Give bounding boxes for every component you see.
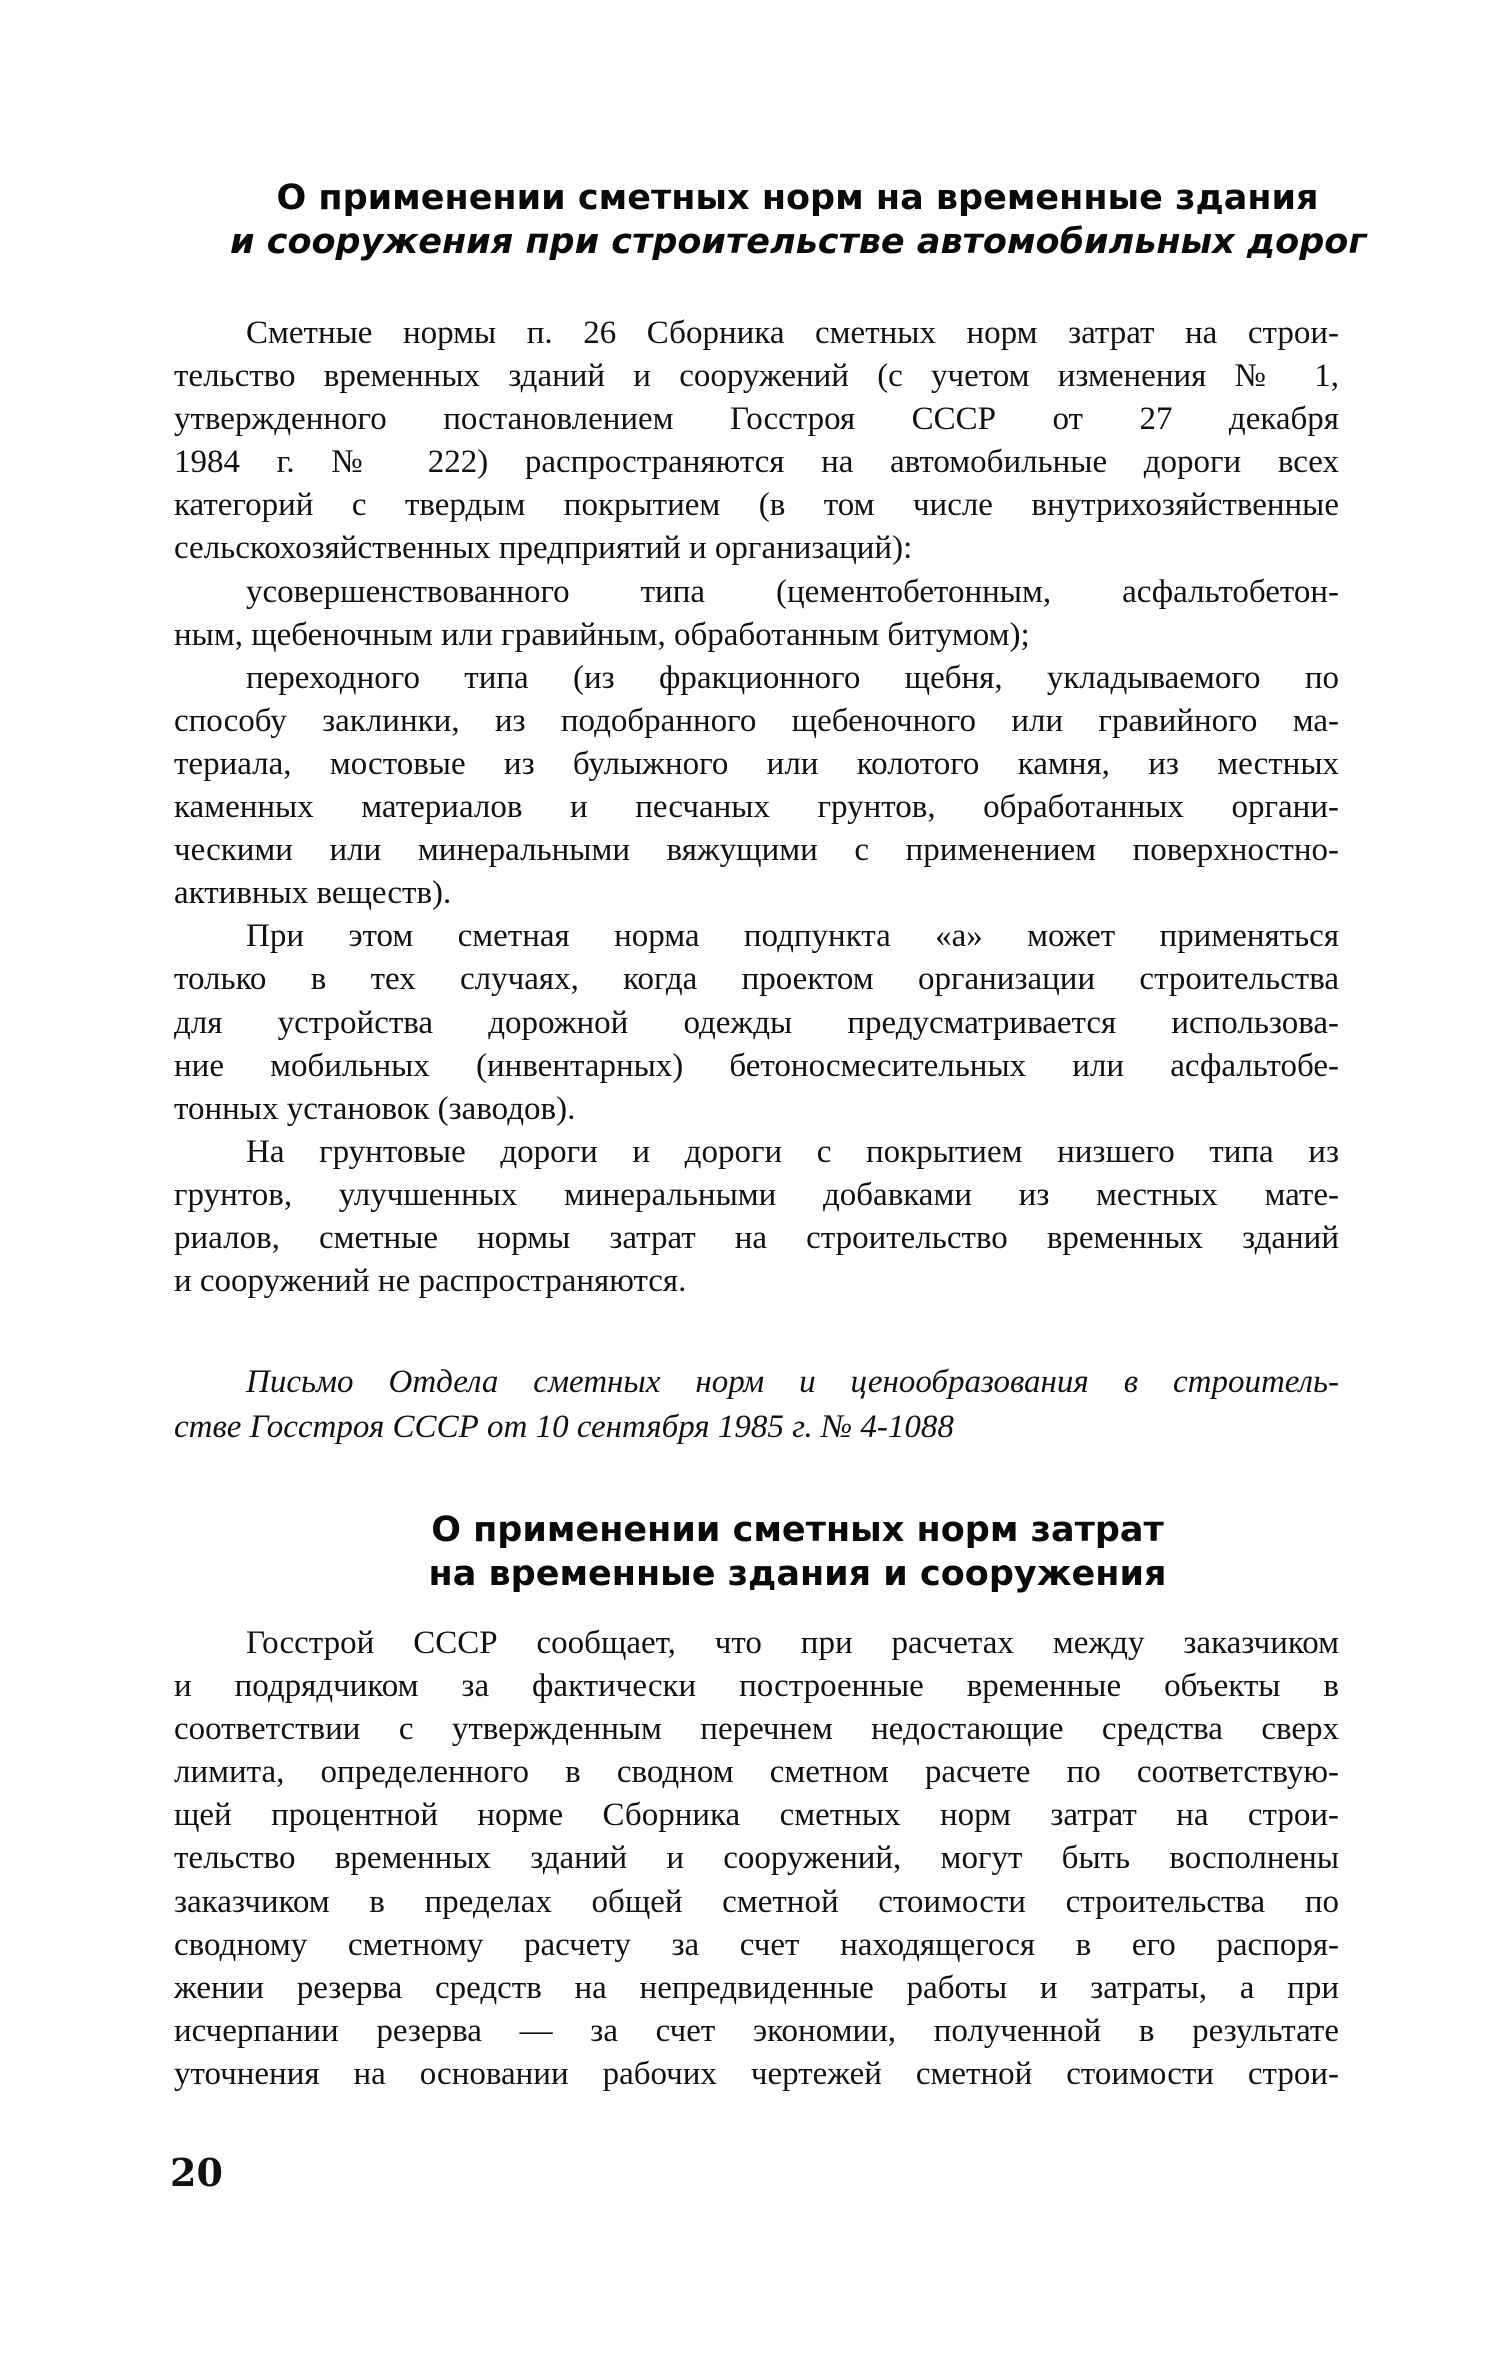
body-line: При этом сметная норма подпункта «а» может применяться xyxy=(246,918,1339,955)
body-line: ческими или минеральными вяжущими с применением поверхностно- xyxy=(174,832,1339,869)
body-line: и подрядчиком за фактически построенные временные объекты в xyxy=(174,1668,1339,1705)
section-1-source-citation xyxy=(174,1360,1339,1450)
section-2-heading xyxy=(230,1508,1365,1596)
body-line: тонных установок (заводов). xyxy=(174,1090,576,1127)
body-line: 1984 г. № 222) распространяются на автомобильные дороги всех xyxy=(174,444,1339,481)
body-line: тельство временных зданий и сооружений (с учетом изменения № 1, xyxy=(174,358,1339,395)
body-line: жении резерва средств на непредвиденные работы и затраты, а при xyxy=(174,1969,1339,2006)
body-line: тельство временных зданий и сооружений, могут быть восполнены xyxy=(174,1840,1339,1877)
section-2-heading-line-1: О применении сметных норм затрат xyxy=(431,1510,1164,1550)
body-line: активных веществ). xyxy=(174,875,452,912)
body-line: ние мобильных (инвентарных) бетоносмесительных или асфальтобе- xyxy=(174,1047,1339,1084)
section-2-heading-line-2: на временные здания и сооружения xyxy=(428,1554,1167,1594)
section-1-body xyxy=(174,312,1339,1303)
body-line: утвержденного постановлением Госстроя СССР от 27 декабря xyxy=(174,401,1339,438)
body-line: На грунтовые дороги и дороги с покрытием низшего типа из xyxy=(246,1133,1339,1170)
body-line: заказчиком в пределах общей сметной стоимости строительства по xyxy=(174,1883,1339,1920)
section-2-body xyxy=(174,1622,1339,2096)
body-line: переходного типа (из фракционного щебня, укладываемого по xyxy=(246,659,1339,696)
body-line: сельскохозяйственных предприятий и организаций): xyxy=(174,530,913,567)
section-1-heading-line-2: и сооружения при строительстве автомобильных дорог xyxy=(230,222,1367,262)
body-line: Госстрой СССР сообщает, что при расчетах между заказчиком xyxy=(246,1625,1339,1661)
body-line: только в тех случаях, когда проектом организации строительства xyxy=(174,961,1339,998)
body-line: грунтов, улучшенных минеральными добавками из местных мате- xyxy=(174,1176,1339,1213)
body-line: для устройства дорожной одежды предусматривается использова- xyxy=(174,1004,1339,1041)
body-line: ным, щебеночным или гравийным, обработанным битумом); xyxy=(174,616,1030,653)
body-line: и сооружений не распространяются. xyxy=(174,1263,687,1300)
body-line: категорий с твердым покрытием (в том числе внутрихозяйственные xyxy=(174,487,1339,524)
body-line: исчерпании резерва — за счет экономии, полученной в результате xyxy=(174,2012,1339,2049)
source-line-1: Письмо Отдела сметных норм и ценообразования в строитель- xyxy=(246,1364,1339,1400)
body-line: способу заклинки, из подобранного щебеночного или гравийного ма- xyxy=(174,702,1339,739)
body-line: Сметные нормы п. 26 Сборника сметных норм затрат на строи- xyxy=(246,315,1339,351)
section-1-heading xyxy=(230,176,1365,264)
body-line: риалов, сметные нормы затрат на строительство временных зданий xyxy=(174,1219,1339,1256)
section-1-heading-line-1: О применении сметных норм на временные здания xyxy=(276,178,1319,218)
body-line: щей процентной норме Сборника сметных норм затрат на строи- xyxy=(174,1797,1339,1834)
body-line: соответствии с утвержденным перечнем недостающие средства сверх xyxy=(174,1711,1339,1748)
body-line: лимита, определенного в сводном сметном расчете по соответствую- xyxy=(174,1754,1339,1791)
body-line: уточнения на основании рабочих чертежей сметной стоимости строи- xyxy=(174,2055,1339,2092)
page-number: 20 xyxy=(170,2150,223,2195)
body-line: сводному сметному расчету за счет находящегося в его распоря- xyxy=(174,1926,1339,1963)
body-line: каменных материалов и песчаных грунтов, обработанных органи- xyxy=(174,789,1339,826)
source-line-2: стве Госстроя СССР от 10 сентября 1985 г. № 4-1088 xyxy=(174,1409,954,1445)
body-line: усовершенствованного типа (цементобетонным, асфальтобетон- xyxy=(246,573,1339,610)
body-line: териала, мостовые из булыжного или колотого камня, из местных xyxy=(174,745,1339,782)
